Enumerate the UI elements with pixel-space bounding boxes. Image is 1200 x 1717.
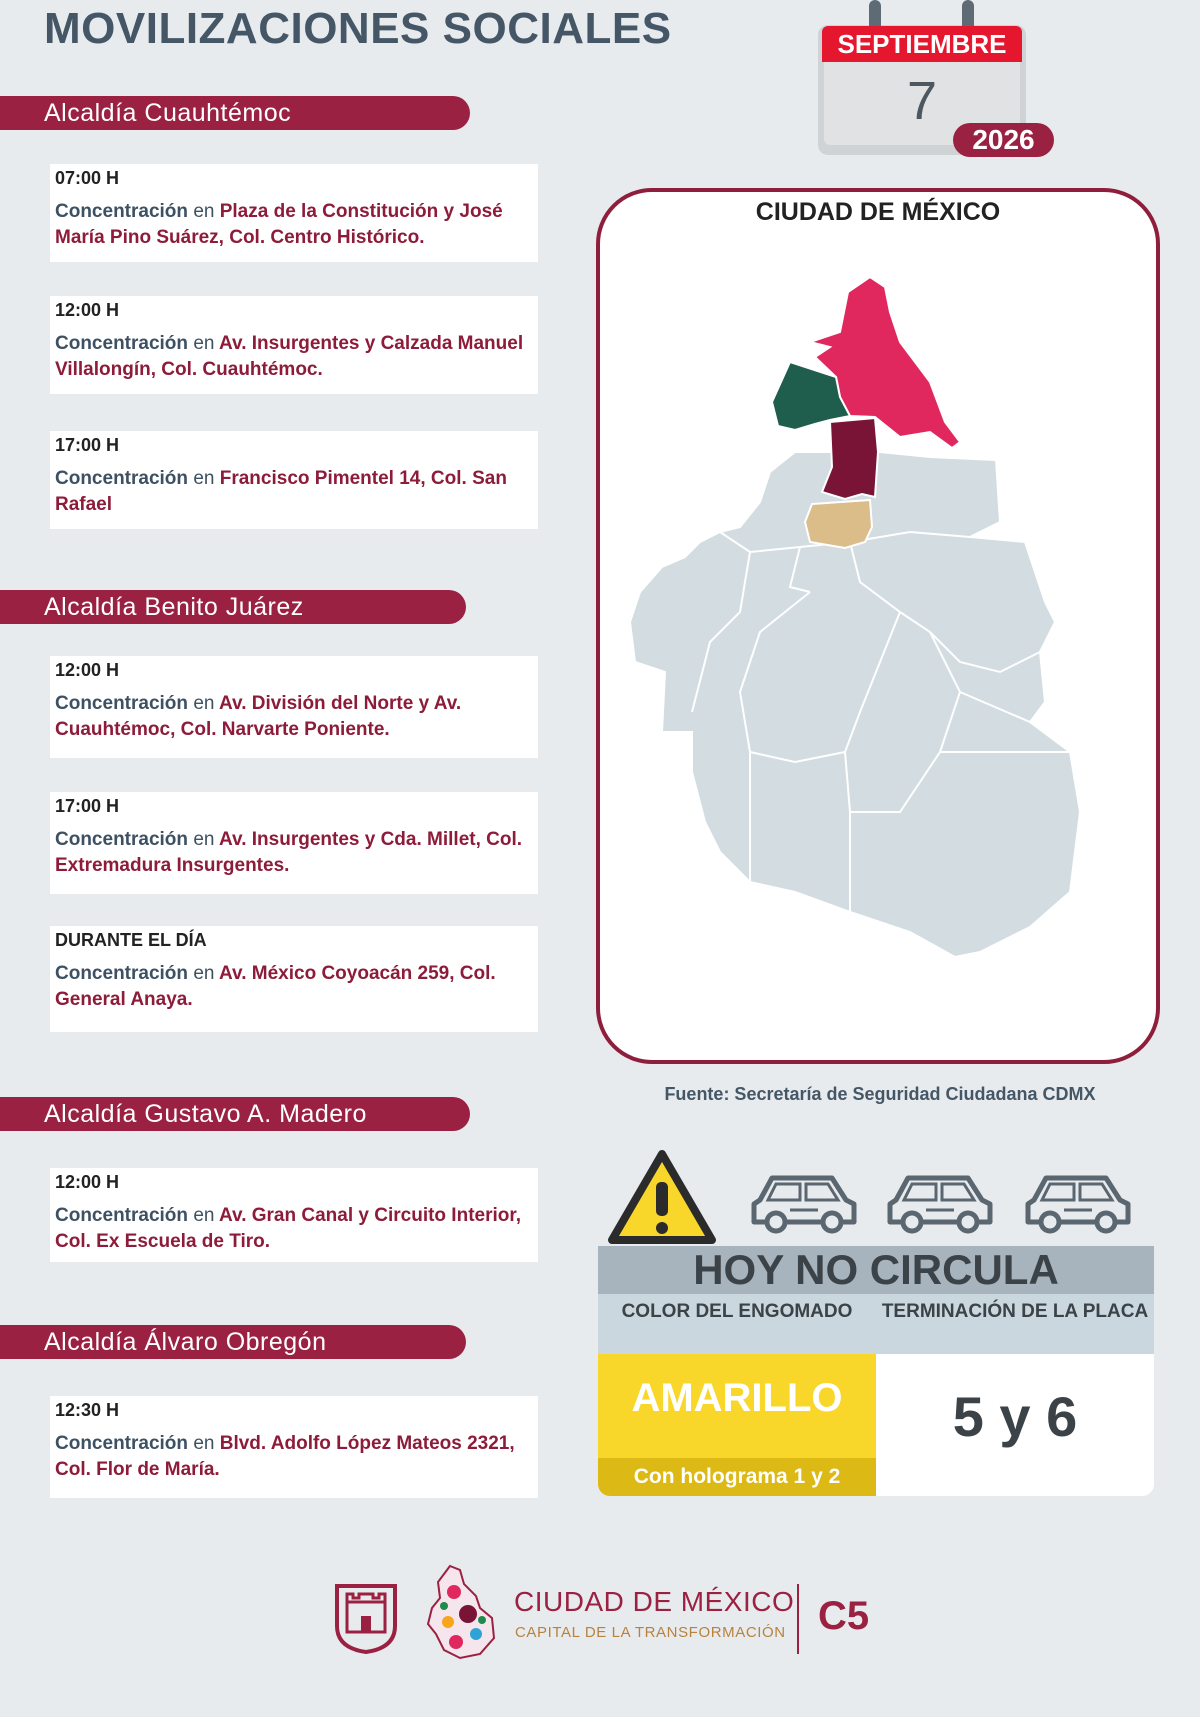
section-header-benito-juarez: Alcaldía Benito Juárez	[0, 590, 466, 624]
event-time: DURANTE EL DÍA	[55, 930, 207, 950]
event-card	[50, 164, 538, 262]
page-title: MOVILIZACIONES SOCIALES	[44, 4, 672, 53]
event-place: Francisco Pimentel 14, Col. San Rafael	[55, 468, 507, 515]
event-place: Av. Insurgentes y Cda. Millet, Col. Extremadura Insurgentes.	[55, 829, 523, 876]
event-type: Concentración	[55, 829, 189, 850]
event-place: Av. Gran Canal y Circuito Interior, Col. Ex Escuela de Tiro.	[55, 1205, 521, 1252]
event-type: Concentración	[55, 1433, 189, 1454]
event-time: 12:00 H	[55, 300, 120, 320]
source-note: Fuente: Secretaría de Seguridad Ciudadana CDMX	[664, 1084, 1096, 1104]
car-icon	[748, 1172, 860, 1234]
event-place: Blvd. Adolfo López Mateos 2321, Col. Flor de María.	[55, 1433, 515, 1480]
hnc-plate-header: TERMINACIÓN DE LA PLACA	[876, 1294, 1154, 1354]
cdmx-logo-icon	[420, 1562, 500, 1662]
car-icon	[1022, 1172, 1134, 1234]
calendar-day: 7	[906, 71, 938, 131]
footer-subtitle: CAPITAL DE LA TRANSFORMACIÓN	[515, 1624, 786, 1641]
event-type: Concentración	[55, 201, 189, 222]
event-card	[50, 1396, 538, 1498]
footer-divider	[797, 1584, 799, 1654]
footer-city: CIUDAD DE MÉXICO	[514, 1586, 795, 1617]
event-card	[50, 1168, 538, 1262]
event-type: Concentración	[55, 1205, 189, 1226]
section-header-cuauhtemoc: Alcaldía Cuauhtémoc	[0, 96, 470, 130]
event-place: Av. México Coyoacán 259, Col. General Anaya.	[55, 963, 496, 1010]
event-time: 12:00 H	[55, 660, 120, 680]
section-header-alvaro-obregon: Alcaldía Álvaro Obregón	[0, 1325, 466, 1359]
event-card	[50, 926, 538, 1032]
event-connector: en	[193, 693, 215, 714]
event-card	[50, 656, 538, 758]
coat-of-arms-icon	[333, 1582, 399, 1654]
map-title: CIUDAD DE MÉXICO	[755, 198, 1001, 226]
event-type: Concentración	[55, 693, 189, 714]
event-card	[50, 792, 538, 894]
event-connector: en	[193, 1433, 215, 1454]
event-type: Concentración	[55, 333, 189, 354]
event-time: 17:00 H	[55, 796, 120, 816]
section-header-gustavo-a-madero: Alcaldía Gustavo A. Madero	[0, 1097, 470, 1131]
cdmx-map	[600, 192, 1156, 1060]
event-type: Concentración	[55, 963, 189, 984]
warning-icon	[606, 1148, 718, 1246]
map-region-benito-juarez	[805, 500, 872, 548]
event-place: Av. Insurgentes y Calzada Manuel Villalongín, Col. Cuauhtémoc.	[55, 333, 524, 380]
event-connector: en	[193, 468, 215, 489]
car-icon	[884, 1172, 996, 1234]
event-connector: en	[193, 829, 215, 850]
event-place: Plaza de la Constitución y José María Pino Suárez, Col. Centro Histórico.	[55, 201, 503, 248]
event-connector: en	[193, 201, 215, 222]
calendar-month: SEPTIEMBRE	[822, 26, 1022, 62]
event-card	[50, 431, 538, 529]
event-connector: en	[193, 1205, 215, 1226]
event-connector: en	[193, 963, 215, 984]
event-card	[50, 296, 538, 394]
event-time: 12:00 H	[55, 1172, 120, 1192]
event-connector: en	[193, 333, 215, 354]
hnc-title: HOY NO CIRCULA	[693, 1246, 1059, 1293]
event-place: Av. División del Norte y Av. Cuauhtémoc, Col. Narvarte Poniente.	[55, 693, 462, 740]
hnc-plate-value: 5 y 6	[952, 1385, 1078, 1448]
event-type: Concentración	[55, 468, 189, 489]
map-card	[596, 188, 1160, 1064]
footer-c5-logo: C5	[818, 1594, 870, 1638]
hnc-hologram: Con holograma 1 y 2	[598, 1458, 876, 1496]
event-time: 12:30 H	[55, 1400, 120, 1420]
event-time: 07:00 H	[55, 168, 120, 188]
hnc-color-value: AMARILLO	[631, 1376, 843, 1420]
calendar-year: 2026	[953, 123, 1054, 157]
hnc-color-header: COLOR DEL ENGOMADO	[598, 1294, 876, 1354]
event-time: 17:00 H	[55, 435, 120, 455]
